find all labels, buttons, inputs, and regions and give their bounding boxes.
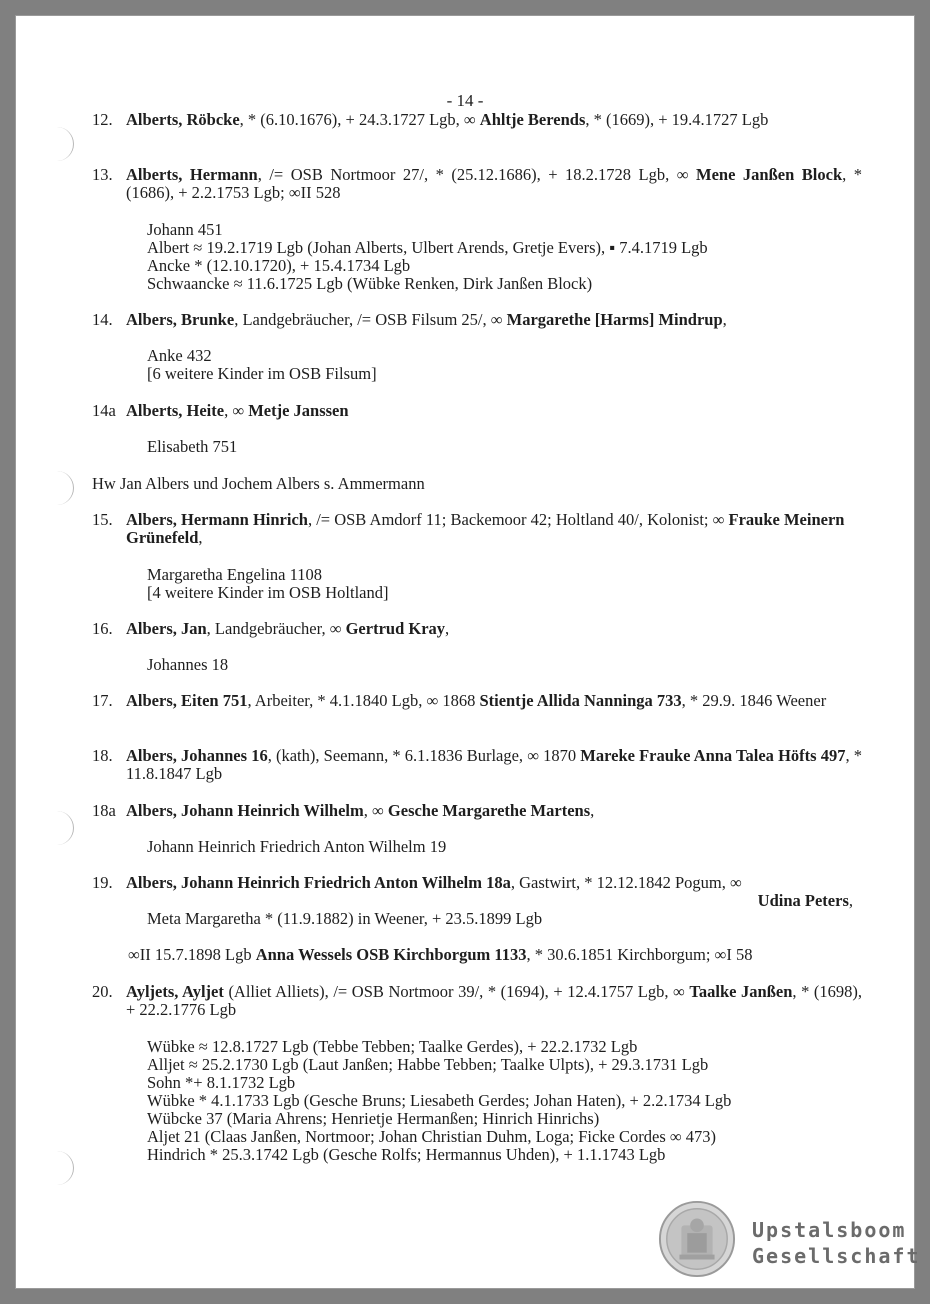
entry-details: , * (1686), + 2.2.1753 Lgb; ∞II 528: [126, 165, 863, 202]
child-line: Johann 451: [147, 220, 223, 239]
document-page: [15, 15, 921, 1289]
spouse-name: Frauke Meinern Grünefeld: [126, 510, 845, 547]
entry-number: 14a: [92, 401, 116, 420]
cross-reference-text: Hw Jan Albers und Jochem Albers s. Ammermann: [92, 474, 425, 493]
person-name: Albers, Jan: [126, 619, 207, 638]
entry-text: [126, 692, 862, 710]
child-line: Alljet ≈ 25.2.1730 Lgb (Laut Janßen; Habbe Tebben; Taalke Ulpts), + 29.3.1731 Lgb: [147, 1055, 709, 1074]
person-name: Alberts, Röbcke: [126, 110, 240, 129]
person-name: Albers, Brunke: [126, 310, 235, 329]
children-list: [147, 838, 867, 856]
spouse-name: Gertrud Kray: [345, 619, 446, 638]
entry-number: 20.: [92, 982, 113, 1001]
person-name: Albers, Johannes 16: [126, 746, 268, 765]
entry-details: , Landgebräucher, /= OSB Filsum 25/, ∞: [234, 310, 507, 329]
entry-details: , * 30.6.1851 Kirchborgum; ∞I 58: [526, 945, 753, 964]
entry-number: 14.: [92, 310, 113, 329]
child-line: Meta Margaretha * (11.9.1882) in Weener, + 23.5.1899 Lgb: [147, 909, 543, 928]
entry-number: 16.: [92, 619, 113, 638]
entry-number: 18.: [92, 746, 113, 765]
entry-number: 15.: [92, 510, 113, 529]
child-line: Schwaancke ≈ 11.6.1725 Lgb (Wübke Renken, Dirk Janßen Block): [147, 274, 593, 293]
seal-icon: [658, 1200, 736, 1278]
spouse-name: Ahltje Berends: [479, 110, 586, 129]
child-line: Margaretha Engelina 1108: [147, 565, 323, 584]
entry-details: , /= OSB Nortmoor 27/, * (25.12.1686), + 18.2.1728 Lgb, ∞: [257, 165, 697, 184]
entry-details: , ∞: [224, 401, 249, 420]
entry-details: (Alliet Alliets), /= OSB Nortmoor 39/, * (1694), + 12.4.1757 Lgb, ∞: [223, 982, 690, 1001]
entry-text: [126, 620, 862, 638]
entry-details: ,: [722, 310, 727, 329]
entry-text: [126, 111, 862, 129]
punch-hole-mark: [49, 127, 74, 161]
person-name: Albers, Eiten 751: [126, 691, 248, 710]
child-line: Wübke * 4.1.1733 Lgb (Gesche Bruns; Liesabeth Gerdes; Johan Haten), + 2.2.1734 Lgb: [147, 1091, 732, 1110]
spouse-name: Mareke Frauke Anna Talea Höfts 497: [580, 746, 846, 765]
child-line: Ancke * (12.10.1720), + 15.4.1734 Lgb: [147, 256, 411, 275]
spouse-name: Anna Wessels OSB Kirchborgum 1133: [255, 945, 527, 964]
spouse-name: Margarethe [Harms] Mindrup: [506, 310, 723, 329]
child-line: Johann Heinrich Friedrich Anton Wilhelm 19: [147, 837, 447, 856]
entry-details: ,: [445, 619, 450, 638]
punch-hole-mark: [49, 471, 74, 505]
entry-details: ,: [198, 528, 203, 547]
entry-text: [126, 747, 862, 783]
child-line: Elisabeth 751: [147, 437, 238, 456]
spouse-name: Metje Janssen: [248, 401, 349, 420]
child-line: Hindrich * 25.3.1742 Lgb (Gesche Rolfs; Hermannus Uhden), + 1.1.1743 Lgb: [147, 1145, 666, 1164]
child-line: [4 weitere Kinder im OSB Holtland]: [147, 583, 389, 602]
punch-hole-mark: [49, 1151, 74, 1185]
entry-text: [126, 802, 862, 820]
entry-details: , Arbeiter, * 4.1.1840 Lgb, ∞ 1868: [247, 691, 480, 710]
entry-number: 12.: [92, 110, 113, 129]
entry-details: , * 11.8.1847 Lgb: [126, 746, 862, 783]
child-line: Wübcke 37 (Maria Ahrens; Henrietje Hermanßen; Hinrich Hinrichs): [147, 1109, 600, 1128]
children-list: [147, 221, 867, 293]
person-name: Albers, Johann Heinrich Wilhelm: [126, 801, 364, 820]
entry-text: [126, 402, 862, 420]
child-line: Sohn *+ 8.1.1732 Lgb: [147, 1073, 296, 1092]
entry-details: ∞II 15.7.1898 Lgb: [128, 945, 256, 964]
spouse-name: Gesche Margarethe Martens: [387, 801, 591, 820]
spouse-name: Mene Janßen Block: [696, 165, 843, 184]
entry-text: [126, 166, 862, 202]
entry-text: [126, 511, 862, 547]
entry-details: , /= OSB Amdorf 11; Backemoor 42; Holtland 40/, Kolonist; ∞: [307, 510, 729, 529]
person-name: Albers, Hermann Hinrich: [126, 510, 308, 529]
entry-text: [126, 311, 862, 329]
entry-details: , * 29.9. 1846 Weener: [681, 691, 827, 710]
child-line: [6 weitere Kinder im OSB Filsum]: [147, 364, 377, 383]
brand-name-line2: Gesellschaft: [752, 1244, 921, 1268]
child-line: Aljet 21 (Claas Janßen, Nortmoor; Johan Christian Duhm, Loga; Ficke Cordes ∞ 473): [147, 1127, 717, 1146]
punch-hole-mark: [49, 811, 74, 845]
child-line: Johannes 18: [147, 655, 229, 674]
person-name: Ayljets, Ayljet: [126, 982, 224, 1001]
children-list: [147, 438, 867, 456]
children-list: [147, 1038, 867, 1164]
entry-details: ,: [848, 891, 853, 910]
person-name: Alberts, Heite: [126, 401, 225, 420]
page-number: - 14 -: [446, 91, 484, 110]
children-list: [147, 566, 867, 602]
entry-details: , ∞: [363, 801, 388, 820]
entry-details: , Landgebräucher, ∞: [206, 619, 346, 638]
entry-text: [126, 874, 862, 892]
child-line: Anke 432: [147, 346, 212, 365]
entry-details: , (kath), Seemann, * 6.1.1836 Burlage, ∞ 1870: [267, 746, 581, 765]
child-line: Wübke ≈ 12.8.1727 Lgb (Tebbe Tebben; Taalke Gerdes), + 22.2.1732 Lgb: [147, 1037, 638, 1056]
children-list: [147, 347, 867, 383]
spouse-name: Stientje Allida Nanninga 733: [479, 691, 682, 710]
entry-text: [126, 983, 862, 1019]
entry-details: , Gastwirt, * 12.12.1842 Pogum, ∞: [510, 873, 742, 892]
child-line: Albert ≈ 19.2.1719 Lgb (Johan Alberts, Ulbert Arends, Gretje Evers), ▪ 7.4.1719 Lgb: [147, 238, 708, 257]
entry-number: 13.: [92, 165, 113, 184]
entry-number: 19.: [92, 873, 113, 892]
entry-details: ,: [590, 801, 595, 820]
entry-number: 18a: [92, 801, 116, 820]
spouse-name: Udina Peters: [757, 891, 849, 910]
entry-details: , * (6.10.1676), + 24.3.1727 Lgb, ∞: [239, 110, 480, 129]
brand-name-line1: Upstalsboom: [752, 1218, 907, 1242]
spouse-name: Taalke Janßen: [689, 982, 793, 1001]
entry-text-continuation: [126, 892, 853, 910]
person-name: Alberts, Hermann: [126, 165, 258, 184]
entry-number: 17.: [92, 691, 113, 710]
entry-details: , * (1669), + 19.4.1727 Lgb: [585, 110, 769, 129]
children-list: [147, 656, 867, 674]
person-name: Albers, Johann Heinrich Friedrich Anton Wilhelm 18a: [126, 873, 511, 892]
second-marriage-line: [128, 946, 752, 964]
entry-details: , * (1698), + 22.2.1776 Lgb: [126, 982, 862, 1019]
